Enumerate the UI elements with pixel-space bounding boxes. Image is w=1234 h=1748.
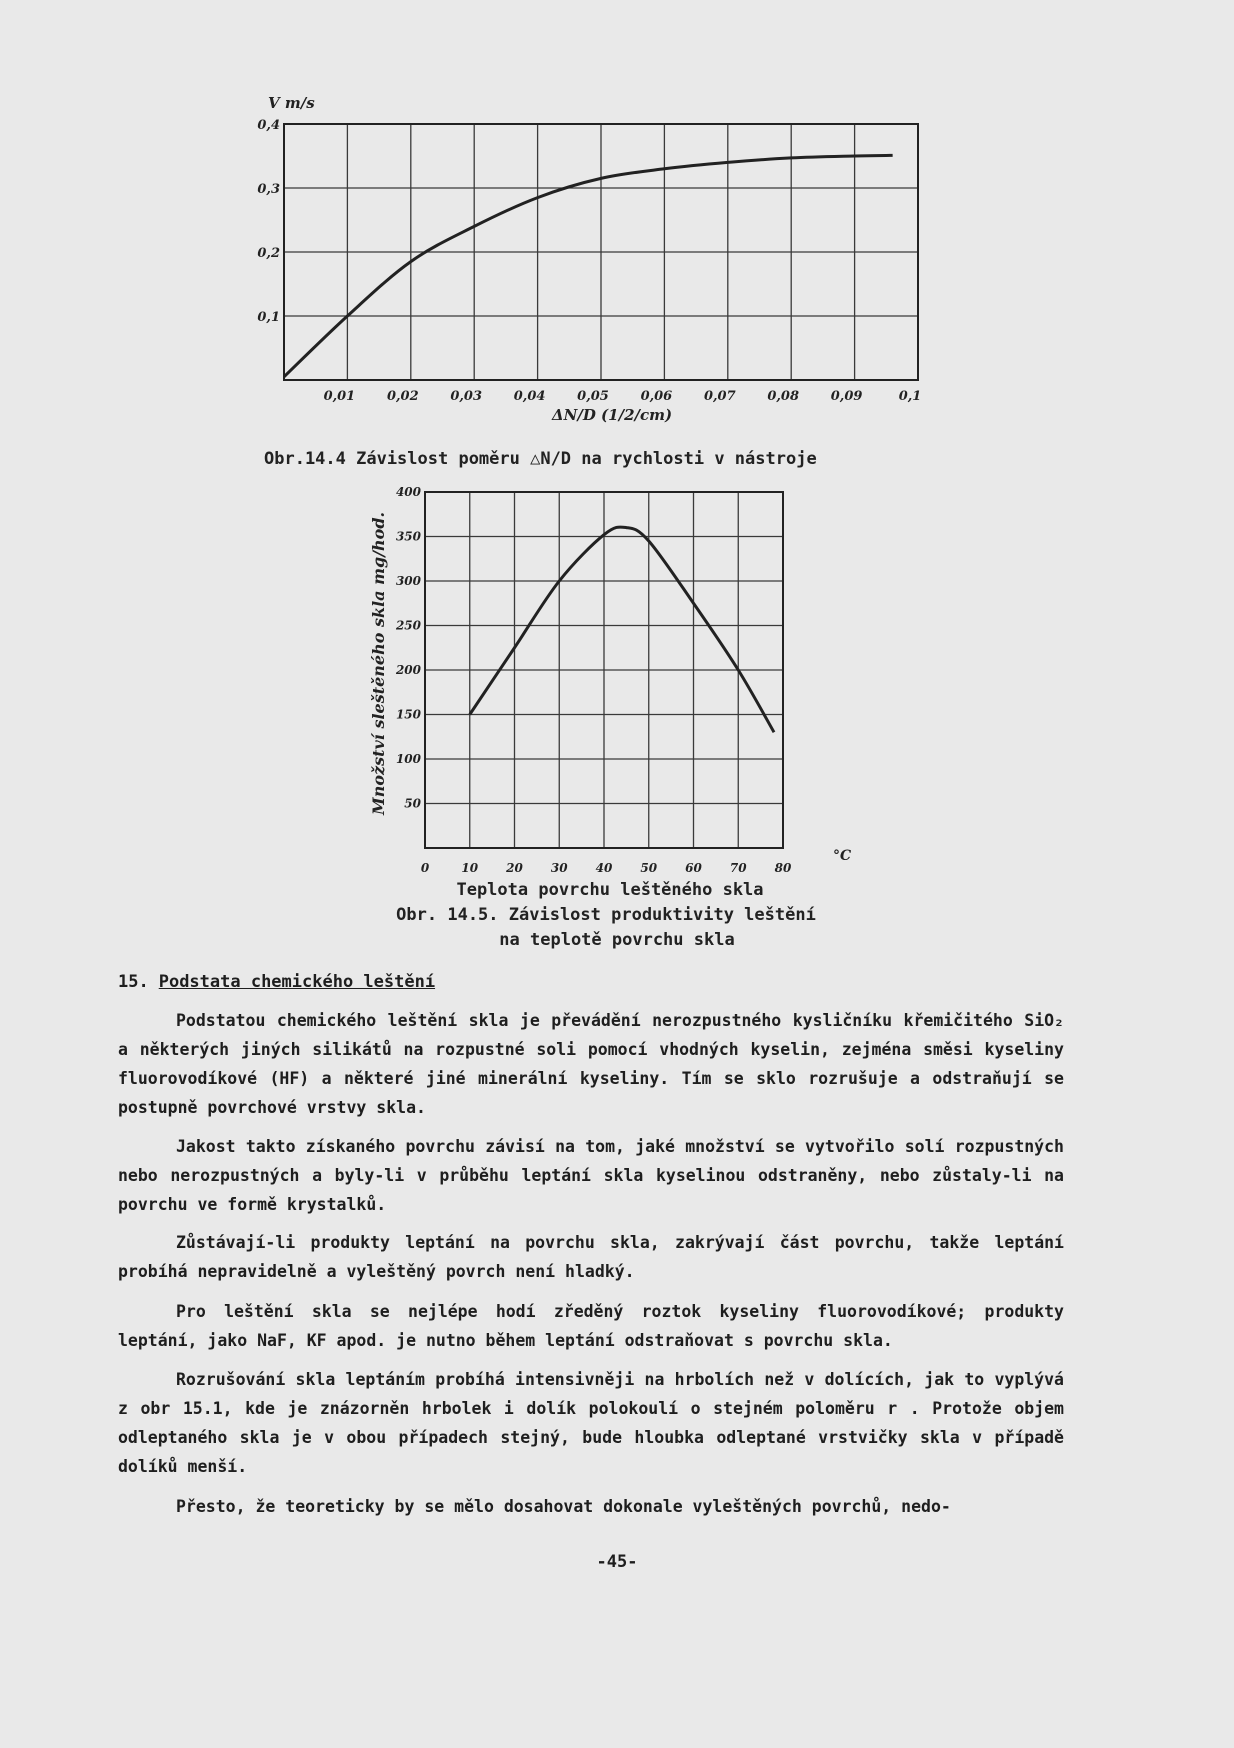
chart1-y-tick-label: 0,2	[257, 246, 280, 261]
chart2-x-tick-label: 80	[774, 861, 792, 875]
chart2-y-tick-label: 400	[395, 485, 421, 499]
chart1-x-axis-label: ΔN/D (1/2/cm)	[552, 406, 673, 424]
chart2-y-tick-label: 350	[395, 529, 421, 544]
paragraph-2: Jakost takto získaného povrchu závisí na tom, jaké množství se vytvořilo solí rozpustných nebo nerozpustných a byly-li v průběhu leptání skla kyselinou odstraněny, nebo zůstaly-li na povrchu ve formě krystalků.	[118, 1137, 1064, 1214]
chart2-x-tick-label: 30	[550, 861, 568, 875]
chart2-x-tick-label: 0	[420, 861, 430, 875]
chart2-x-tick-label: 70	[729, 861, 747, 875]
chart1-x-tick-label: 0,1	[898, 389, 922, 404]
chart2-x-tick-label: 60	[685, 861, 702, 875]
chart1-y-tick-label: 0,1	[257, 310, 280, 325]
chart1-x-tick-label: 0,01	[323, 389, 356, 404]
chart2-x-tick-label: 40	[595, 861, 613, 875]
paragraph-3: Zůstávají-li produkty leptání na povrchu skla, zakrývají část povrchu, takže leptání probíhá nepravidelně a vyleštěný povrch není hladký.	[118, 1233, 1064, 1281]
figure-14-5-caption-line1: Obr. 14.5. Závislost produktivity leštění	[396, 905, 816, 925]
paragraph-5: Rozrušování skla leptáním probíhá intensivněji na hrbolích než v dolících, jak to vyplývá z obr 15.1, kde je znázorněn hrbolek i dolík polokoulí o stejném poloměru r . Protože objem odleptaného skla je v obou případech stejný, bude hloubka odleptané vrstvičky skla v případě dolíků menší.	[118, 1370, 1064, 1476]
chart1-x-tick-label: 0,09	[830, 389, 863, 404]
chart2-grid	[425, 492, 783, 848]
section-title: Podstata chemického leštění	[158, 972, 436, 992]
chart2-y-axis-label: Množství sleštěného skla mg/hod.	[369, 511, 388, 815]
chart2-y-tick-label: 300	[395, 574, 421, 588]
paragraph-6: Přesto, že teoreticky by se mělo dosahovat dokonale vyleštěných povrchů, nedo-	[176, 1497, 951, 1516]
section-heading	[118, 972, 435, 992]
page-number: -45-	[596, 1552, 638, 1572]
chart2-y-tick-label: 50	[404, 796, 421, 811]
chart2-x-axis-label: °C	[833, 848, 852, 864]
chart1-x-tick-label: 0,02	[386, 389, 419, 404]
chart2-series-line	[470, 527, 774, 732]
chart1-y-tick-label: 0,3	[257, 182, 280, 197]
chart2-y-tick-label: 100	[395, 752, 421, 766]
chart1-x-tick-label: 0,04	[513, 389, 546, 404]
chart1-x-tick-label: 0,06	[640, 389, 673, 404]
chart1-x-tick-label: 0,07	[703, 389, 736, 404]
chart2-y-tick-label: 250	[395, 618, 421, 633]
figure-14-5-x-label: Teplota povrchu leštěného skla	[456, 880, 764, 900]
chart2-x-tick-label: 50	[640, 861, 658, 875]
section-number: 15.	[118, 972, 149, 992]
paragraph-4: Pro leštění skla se nejlépe hodí zředěný roztok kyseliny fluorovodíkové; produkty leptání, jako NaF, KF apod. je nutno během leptání odstraňovat s povrchu skla.	[118, 1302, 1064, 1350]
chart2-y-tick-label: 150	[395, 707, 421, 722]
chart1-y-axis-label: V m/s	[268, 94, 315, 112]
chart2-x-tick-label: 10	[461, 861, 479, 875]
chart1-x-tick-label: 0,08	[767, 389, 800, 404]
chart2-y-tick-label: 200	[395, 663, 421, 677]
chart1-x-tick-label: 0,05	[577, 389, 609, 404]
figure-14-5-caption-line2: na teplotě povrchu skla	[499, 930, 735, 950]
chart2-x-tick-label: 20	[506, 861, 523, 875]
chart1-y-tick-label: 0,4	[257, 118, 280, 133]
figure-14-4-caption: Obr.14.4 Závislost poměru △N/D na rychlosti v nástroje	[264, 449, 817, 469]
paragraph-1: Podstatou chemického leštění skla je převádění nerozpustného kysličníku křemičitého SiO₂ a některých jiných silikátů na rozpustné soli pomocí vhodných kyselin, zejména směsi kyseliny fluorovodíkové (HF) a některé jiné minerální kyseliny. Tím se sklo rozrušuje a odstraňují se postupně povrchové vrstvy skla.	[118, 1011, 1064, 1117]
chart1-x-tick-label: 0,03	[450, 389, 483, 404]
